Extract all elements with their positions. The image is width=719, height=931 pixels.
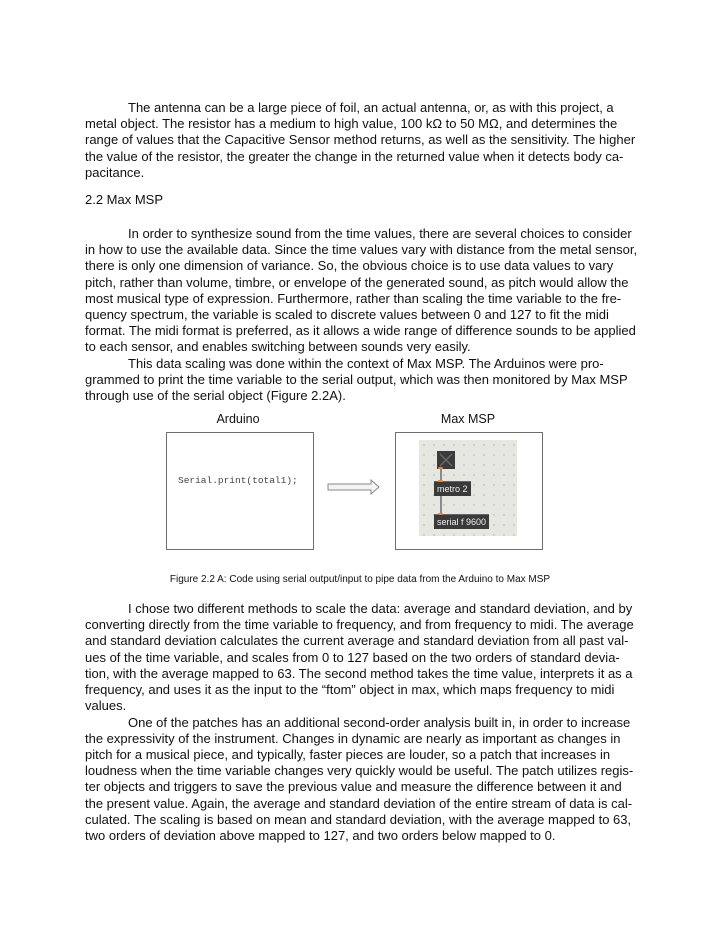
paragraph-methods <box>85 601 635 714</box>
section-heading: 2.2 Max MSP <box>85 192 164 207</box>
paragraph-scaling-context <box>85 356 635 405</box>
outlet-marker <box>438 467 443 469</box>
text-line: and standard deviation calculates the current average and standard deviation from all past val- <box>85 633 629 649</box>
text-line: format. The midi format is preferred, as it allows a wide range of difference sounds to be applied <box>85 323 636 339</box>
text-line: I chose two different methods to scale the data: average and standard deviation, and by <box>128 601 633 616</box>
right-arrow-icon <box>327 479 381 495</box>
text-line: grammed to print the time variable to the serial output, which was then monitored by Max MSP <box>85 371 628 387</box>
text-line: pitch for a musical piece, and typically, faster pieces are louder, so a patch that increases in <box>85 746 611 762</box>
text-line: In order to synthesize sound from the time values, there are several choices to consider <box>128 226 632 241</box>
text-line: the value of the resistor, the greater the change in the returned value when it detects body ca- <box>85 148 624 164</box>
text-line: quency spectrum, the variable is scaled to discrete values between 0 and 127 to fit the midi <box>85 307 609 323</box>
inlet-marker <box>438 480 443 482</box>
maxmsp-label: Max MSP <box>440 412 496 426</box>
text-line: values. <box>85 698 127 714</box>
text-line: ues of the time variable, and scales from 0 to 127 based on the two orders of standard devia- <box>85 649 620 665</box>
text-line: the present value. Again, the average and standard deviation of the entire stream of data is cal- <box>85 795 633 811</box>
text-line: The antenna can be a large piece of foil, an actual antenna, or, as with this project, a <box>128 100 614 115</box>
text-line: ter objects and triggers to save the previous value and measure the difference between it and <box>85 779 622 795</box>
metro-object: metro 2 <box>434 481 471 496</box>
text-line: the expressivity of the instrument. Changes in dynamic are nearly as important as changes in <box>85 730 621 746</box>
arduino-label: Arduino <box>216 412 260 426</box>
text-line: frequency, and uses it as the input to the “ftom” object in max, which maps frequency to midi <box>85 682 615 698</box>
text-line: tion, with the average mapped to 63. The second method takes the time value, interprets it as a <box>85 665 633 681</box>
figure-caption: Figure 2.2 A: Code using serial output/input to pipe data from the Arduino to Max MSP <box>169 574 551 585</box>
text-line: there is only one dimension of variance. So, the obvious choice is to use data values to vary <box>85 258 614 274</box>
text-line: most musical type of expression. Furthermore, rather than scaling the time variable to the fre- <box>85 290 622 306</box>
text-line: One of the patches has an additional second-order analysis built in, in order to increase <box>128 714 631 730</box>
text-line: range of values that the Capacitive Sensor method returns, as well as the sensitivity. The higher <box>85 132 636 148</box>
text-line: This data scaling was done within the context of Max MSP. The Arduinos were pro- <box>128 355 604 371</box>
serial-object: serial f 9600 <box>434 514 489 529</box>
paragraph-antenna <box>85 100 635 181</box>
inlet-marker <box>438 513 443 515</box>
paragraph-synthesize <box>85 226 638 356</box>
text-line: loudness when the time variable changes very quickly would be useful. The patch utilizes regis- <box>85 763 634 779</box>
text-line: in how to use the available data. Since the time values vary with distance from the metal sensor, <box>85 242 638 258</box>
text-line: through use of the serial object (Figure 2.2A). <box>85 388 346 403</box>
text-line: culated. The scaling is based on mean and standard deviation, with the average mapped to 63, <box>85 811 632 827</box>
text-line: pacitance. <box>85 164 145 180</box>
arduino-code-box <box>166 432 314 550</box>
arduino-code: Serial.print(total1); <box>178 475 298 486</box>
text-line: two orders of deviation above mapped to 127, and two orders below mapped to 0. <box>85 827 556 843</box>
text-line: to each sensor, and enables switching between sounds very easily. <box>85 339 471 355</box>
text-line: converting directly from the time variable to frequency, and from frequency to midi. The average <box>85 617 634 633</box>
patch-cord <box>440 496 442 514</box>
paragraph-second-order <box>85 715 635 845</box>
text-line: metal object. The resistor has a medium to high value, 100 kΩ to 50 MΩ, and determines the <box>85 116 618 132</box>
text-line: pitch, rather than volume, timbre, or envelope of the generated sound, as pitch would allow the <box>85 274 629 290</box>
